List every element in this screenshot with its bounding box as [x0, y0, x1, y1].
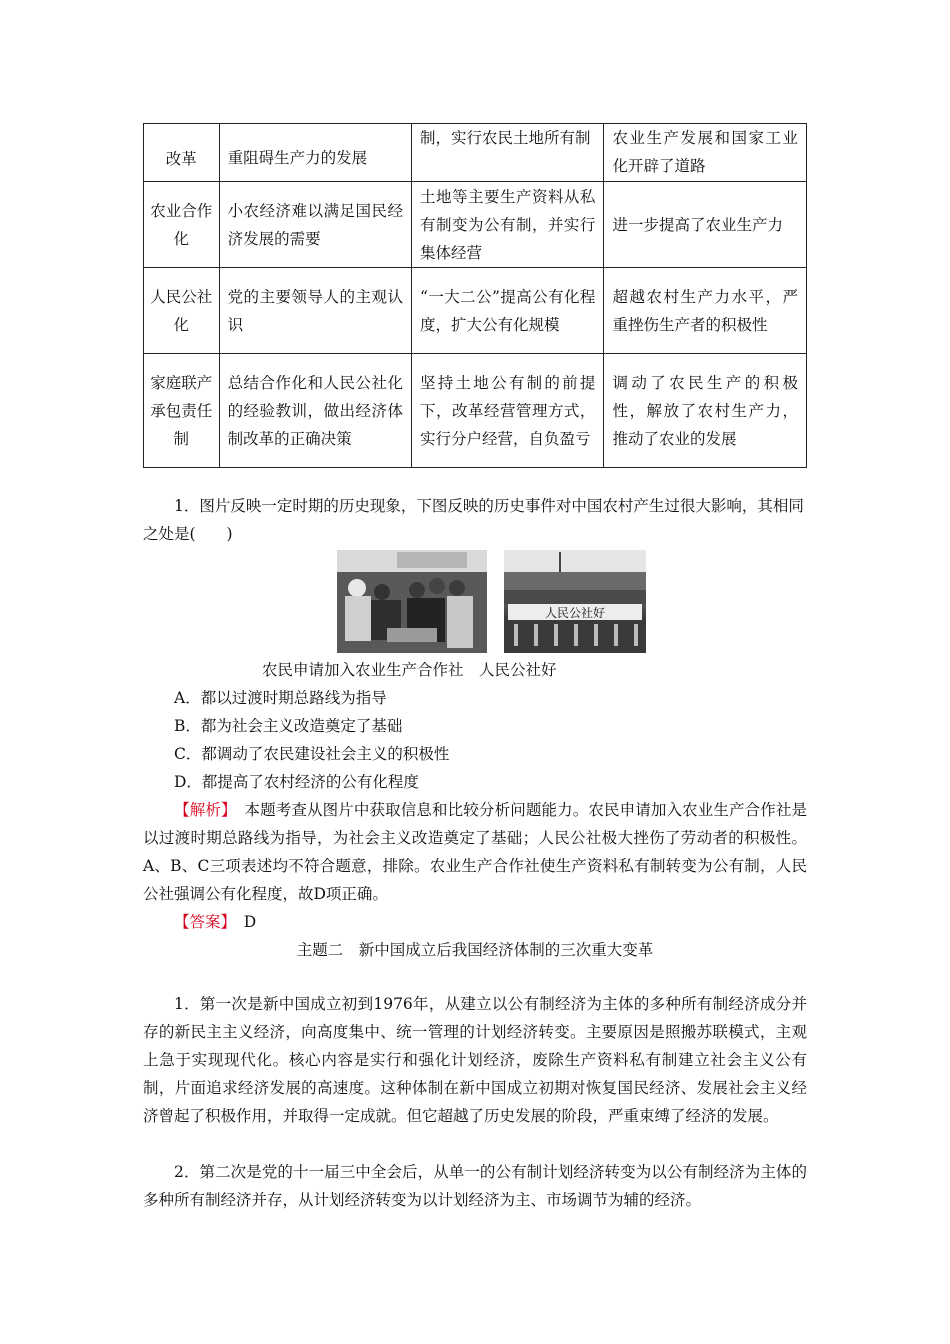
photo-peoples-commune-parade [504, 550, 646, 653]
table-row [144, 182, 807, 268]
table-cell: 改革 [144, 124, 220, 182]
photo-parade-illustration [504, 550, 646, 653]
section-title: 主题二 新中国成立后我国经济体制的三次重大变革 [296, 941, 654, 959]
photo-farmers-applying [337, 550, 487, 653]
table-cell: 坚持土地公有制的前提下，改革经营管理方式，实行分户经营，自负盈亏 [412, 354, 604, 468]
table-cell: 总结合作化和人民公社化的经验教训，做出经济体制改革的正确决策 [219, 354, 411, 468]
table-cell: 小农经济难以满足国民经济发展的需要 [219, 182, 411, 268]
analysis-tag: 【解析】 [174, 801, 229, 819]
table-cell: 制，实行农民土地所有制 [412, 124, 604, 182]
question-stem: 1．图片反映一定时期的历史现象，下图反映的历史事件对中国农村产生过很大影响，其相同之处是( ) [143, 497, 804, 543]
photo-caption: 农民申请加入农业生产合作社 人民公社好 [262, 661, 557, 679]
table-cell: “一大二公”提高公有化程度，扩大公有化规模 [412, 268, 604, 354]
option-c: C．都调动了农民建设社会主义的积极性 [174, 745, 450, 763]
parade-banner-text: 人民公社好 [544, 606, 606, 620]
table-row [144, 354, 807, 468]
answer-line [174, 908, 256, 936]
table-cell: 农业合作化 [144, 182, 220, 268]
photo-farmers-illustration [337, 550, 487, 653]
table-cell: 调动了农民生产的积极性，解放了农村生产力，推动了农业的发展 [604, 354, 807, 468]
table-cell: 家庭联产承包责任制 [144, 354, 220, 468]
table-cell: 党的主要领导人的主观认识 [219, 268, 411, 354]
option-a: A．都以过渡时期总路线为指导 [174, 689, 387, 707]
reform-comparison-table [143, 123, 807, 468]
table-row [144, 124, 807, 182]
table-row [144, 268, 807, 354]
table-cell: 重阻碍生产力的发展 [219, 124, 411, 182]
answer-value: D [243, 913, 257, 931]
option-b: B．都为社会主义改造奠定了基础 [174, 717, 403, 735]
analysis-text: 本题考查从图片中获取信息和比较分析问题能力。农民申请加入农业生产合作社是以过渡时期总路线为指导，为社会主义改造奠定了基础；人民公社极大挫伤了劳动者的积极性。A、B、C三项表述均不符合题意，排除。农业生产合作社使生产资料私有制转变为公有制，人民公社强调公有化程度，故D项正确。 [143, 801, 807, 903]
table-cell: 农业生产发展和国家工业化开辟了道路 [604, 124, 807, 182]
table-cell: 进一步提高了农业生产力 [604, 182, 807, 268]
option-d: D．都提高了农村经济的公有化程度 [174, 773, 419, 791]
section-paragraph-1: 1．第一次是新中国成立初到1976年，从建立以公有制经济为主体的多种所有制经济成分并存的新民主主义经济，向高度集中、统一管理的计划经济转变。主要原因是照搬苏联模式，主观上急于实现现代化。核心内容是实行和强化计划经济，废除生产资料私有制建立社会主义公有制，片面追求经济发展的高速度。这种体制在新中国成立初期对恢复国民经济、发展社会主义经济曾起了积极作用，并取得一定成就。但它超越了历史发展的阶段，严重束缚了经济的发展。 [143, 995, 807, 1125]
analysis-paragraph [143, 796, 807, 908]
answer-tag: 【答案】 [174, 913, 229, 931]
table-cell: 人民公社化 [144, 268, 220, 354]
table-cell: 超越农村生产力水平，严重挫伤生产者的积极性 [604, 268, 807, 354]
section-paragraph-2: 2．第二次是党的十一届三中全会后，从单一的公有制计划经济转变为以公有制经济为主体的多种所有制经济并存，从计划经济转变为以计划经济为主、市场调节为辅的经济。 [143, 1163, 807, 1209]
table-cell: 土地等主要生产资料从私有制变为公有制，并实行集体经营 [412, 182, 604, 268]
